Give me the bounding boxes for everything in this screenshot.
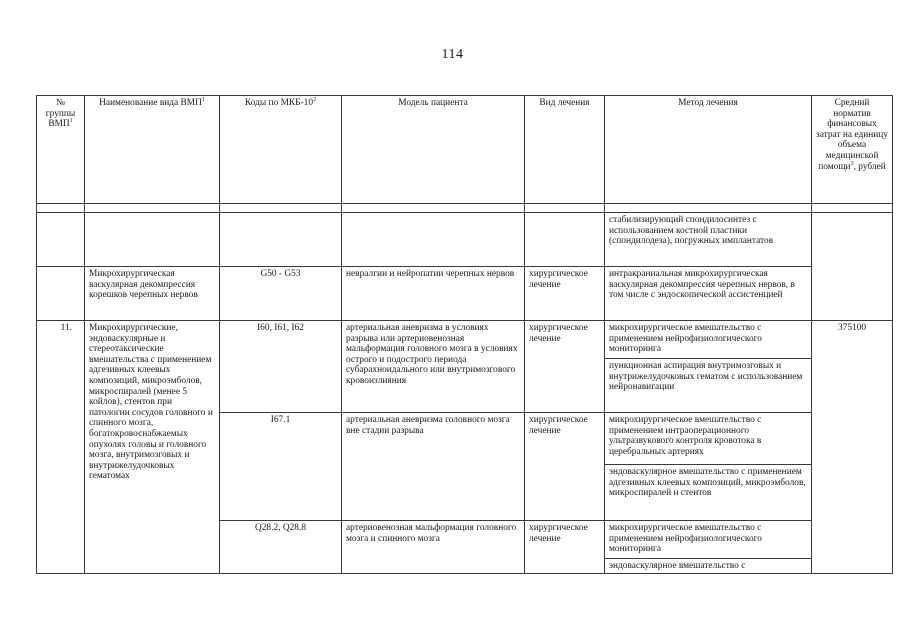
method-cell: стабилизирующий спондилосинтез с использованием костной пластики (спондилодеза), погружных имплантатов xyxy=(605,213,812,267)
header-treatment-method: Метод лечения xyxy=(605,96,812,204)
patient-model-cell: артериовенозная мальформация головного мозга и спинного мозга xyxy=(342,521,525,574)
method-cell: пункционная аспирация внутримозговых и внутрижелудочковых гематом с использованием нейронавигации xyxy=(605,359,812,413)
patient-model-cell: артериальная аневризма головного мозга вне стадии разрыва xyxy=(342,413,525,521)
header-vmp-name: Наименование вида ВМП$^1$ xyxy=(85,96,220,204)
treatment-type-cell: хирургическое лечение xyxy=(525,413,605,521)
header-treatment-type: Вид лечения xyxy=(525,96,605,204)
treatment-type-cell: хирургическое лечение xyxy=(525,267,605,321)
method-cell: эндоваскулярное вмешательство с применением адгезивных клеевых композиций, микроэмболов, микроспиралей и стентов xyxy=(605,465,812,521)
icd-code-cell: Q28.2, Q28.8 xyxy=(220,521,342,574)
header-icd-codes: Коды по МКБ-$10^2$ xyxy=(220,96,342,204)
header-cost: Средний норматив финансовых затрат на единицу объема медицинской помощи$^3$, рублей xyxy=(812,96,893,204)
table-row xyxy=(37,321,893,359)
header-row xyxy=(37,96,893,204)
header-group-number: № группы ВМП$^1$ xyxy=(37,96,85,204)
method-cell: микрохирургическое вмешательство с применением интраоперационного ультразвукового контроля кровотока в церебральных артериях xyxy=(605,413,812,465)
table-row xyxy=(37,267,893,321)
spacer-row xyxy=(37,204,893,213)
method-cell: эндоваскулярное вмешательство с xyxy=(605,559,812,574)
patient-model-cell: невралгии и нейропатии черепных нервов xyxy=(342,267,525,321)
treatment-type-cell: хирургическое лечение xyxy=(525,321,605,413)
vmp-name-cell: Микрохирургические, эндоваскулярные и стереотаксические вмешательства с применением адгезивных клеевых композиций, микроэмболов, микроспиралей (менее 5 койлов), стентов при патологии сосудов головного и спинного мозга, богатокровоснабжаемых опухолях головы и головного мозга, внутримозговых и внутрижелудочковых гематомах xyxy=(85,321,220,574)
treatment-type-cell: хирургическое лечение xyxy=(525,521,605,574)
patient-model-cell: артериальная аневризма в условиях разрыва или артериовенозная мальформация головного мозга в условиях острого и подострого периода субарахноидального или внутримозгового кровоизлияния xyxy=(342,321,525,413)
header-patient-model: Модель пациента xyxy=(342,96,525,204)
icd-code-cell: I67.1 xyxy=(220,413,342,521)
method-cell: интракраниальная микрохирургическая васкулярная декомпрессия черепных нервов, в том числе с эндоскопической ассистенцией xyxy=(605,267,812,321)
vmp-name-cell: Микрохирургическая васкулярная декомпрессия корешков черепных нервов xyxy=(85,267,220,321)
cost-cell: 375100 xyxy=(812,321,893,574)
icd-code-cell: G50 - G53 xyxy=(220,267,342,321)
page-number: 114 xyxy=(441,47,464,62)
method-cell: микрохирургическое вмешательство с применением нейрофизиологического мониторинга xyxy=(605,321,812,359)
icd-code-cell: I60, I61, I62 xyxy=(220,321,342,413)
method-cell: микрохирургическое вмешательство с применением нейрофизиологического мониторинга xyxy=(605,521,812,559)
vmp-table xyxy=(36,95,893,574)
table-row xyxy=(37,213,893,267)
group-number-cell: 11. xyxy=(37,321,85,574)
